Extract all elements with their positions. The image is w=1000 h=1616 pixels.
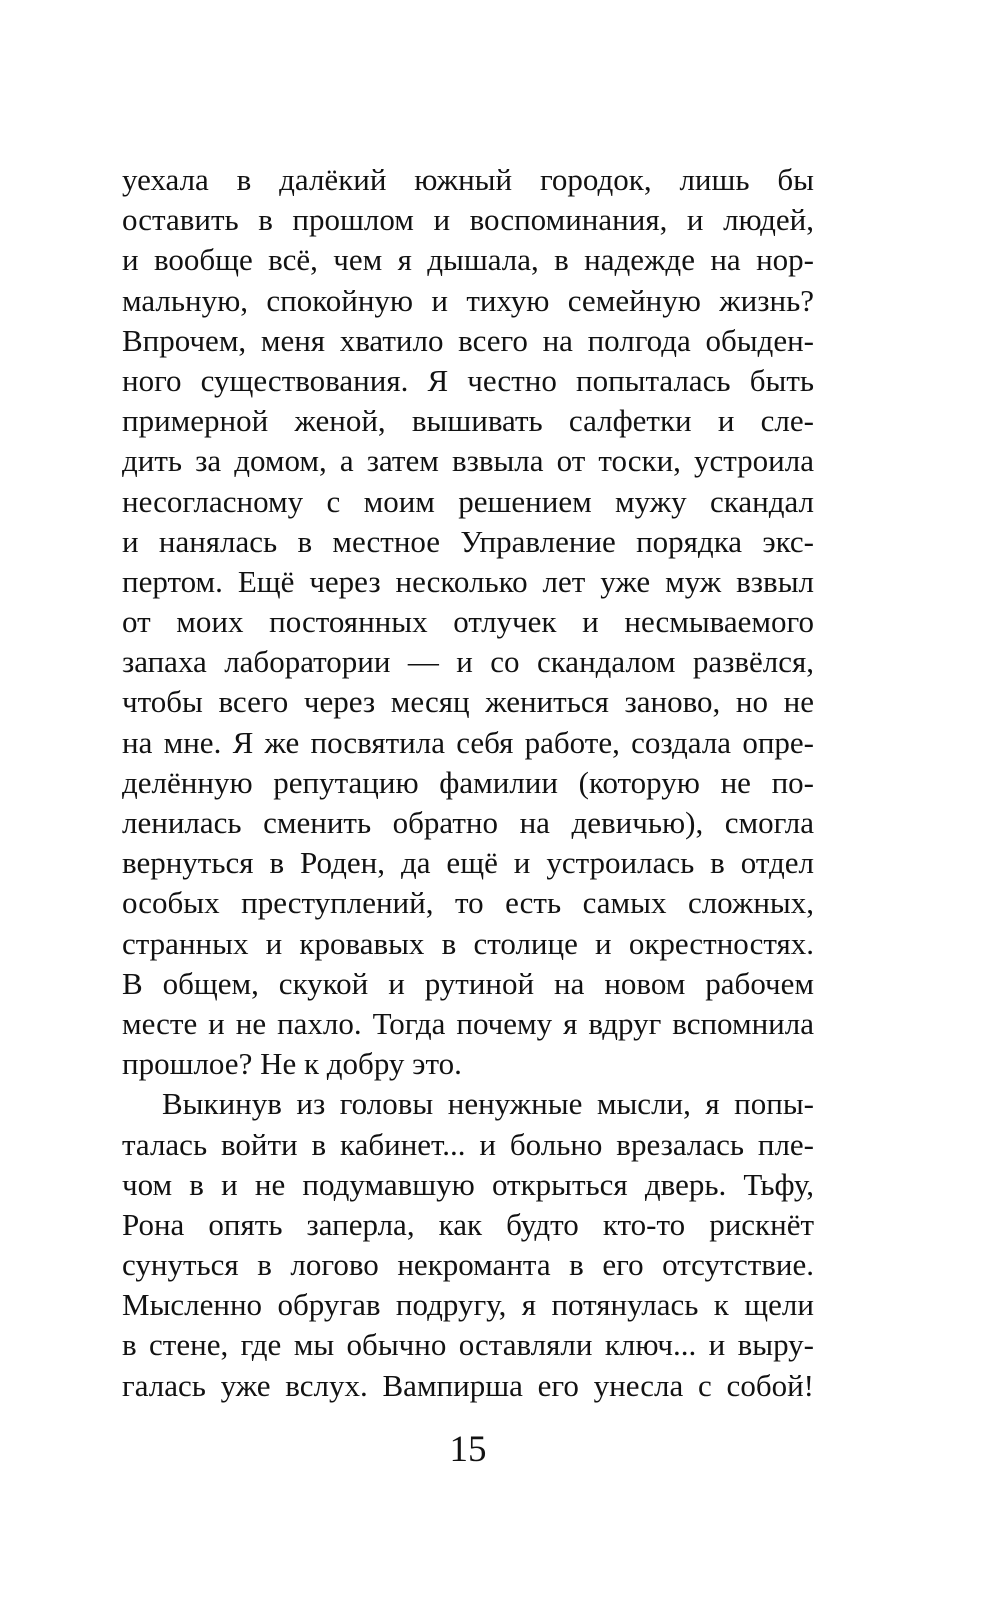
text-line: и нанялась в местное Управление порядка экс- [122, 523, 814, 559]
text-line: запаха лаборатории — и со скандалом развёлся, [122, 644, 814, 680]
text-line: чтобы всего через месяц жениться заново, но не [122, 684, 814, 720]
text-line: уехала в далёкий южный городок, лишь бы [122, 162, 814, 197]
text-line: месте и не пахло. Тогда почему я вдруг вспомнила [122, 1005, 814, 1041]
body-text [122, 160, 814, 1406]
text-line: Выкинув из головы ненужные мысли, я попы- [162, 1086, 814, 1122]
text-line: на мне. Я же посвятила себя работе, создала опре- [122, 724, 814, 760]
text-line: талась войти в кабинет... и больно врезалась пле- [122, 1126, 814, 1162]
text-line: ленилась сменить обратно на девичью), смогла [122, 805, 814, 840]
text-line: вернуться в Роден, да ещё и устроилась в отдел [122, 845, 814, 881]
text-line: в стене, где мы обычно оставляли ключ... и выру- [122, 1327, 814, 1363]
text-line: несогласному с моим решением мужу скандал [122, 483, 814, 519]
text-line: делённую репутацию фамилии (которую не по- [122, 764, 814, 800]
text-line: мальную, спокойную и тихую семейную жизнь? [122, 282, 814, 318]
text-line: Рона опять заперла, как будто кто-то рискнёт [122, 1206, 814, 1242]
text-line: странных и кровавых в столице и окрестностях. [122, 925, 814, 961]
text-line: оставить в прошлом и воспоминания, и людей, [122, 202, 814, 238]
text-line: дить за домом, а затем взвыла от тоски, устроила [122, 443, 814, 479]
text-line: примерной женой, вышивать салфетки и сле- [122, 403, 814, 439]
text-line: чом в и не подумавшую открыться дверь. Тьфу, [122, 1166, 814, 1202]
text-line: от моих постоянных отлучек и несмываемого [122, 604, 814, 640]
text-line: галась уже вслух. Вампирша его унесла с собой! [122, 1367, 814, 1403]
text-line: особых преступлений, то есть самых сложных, [122, 885, 814, 921]
text-line: Мысленно обругав подругу, я потянулась к щели [122, 1287, 814, 1323]
text-line: прошлое? Не к добру это. [122, 1046, 462, 1082]
text-line: ного существования. Я честно попыталась быть [122, 362, 814, 398]
page-number: 15 [449, 1429, 487, 1470]
text-line: пертом. Ещё через несколько лет уже муж взвыл [122, 563, 814, 599]
text-line: Впрочем, меня хватило всего на полгода обыден- [122, 322, 814, 358]
text-line: сунуться в логово некроманта в его отсутствие. [122, 1247, 814, 1283]
text-line: В общем, скукой и рутиной на новом рабочем [122, 965, 814, 1001]
text-line: и вообще всё, чем я дышала, в надежде на нор- [122, 242, 814, 278]
